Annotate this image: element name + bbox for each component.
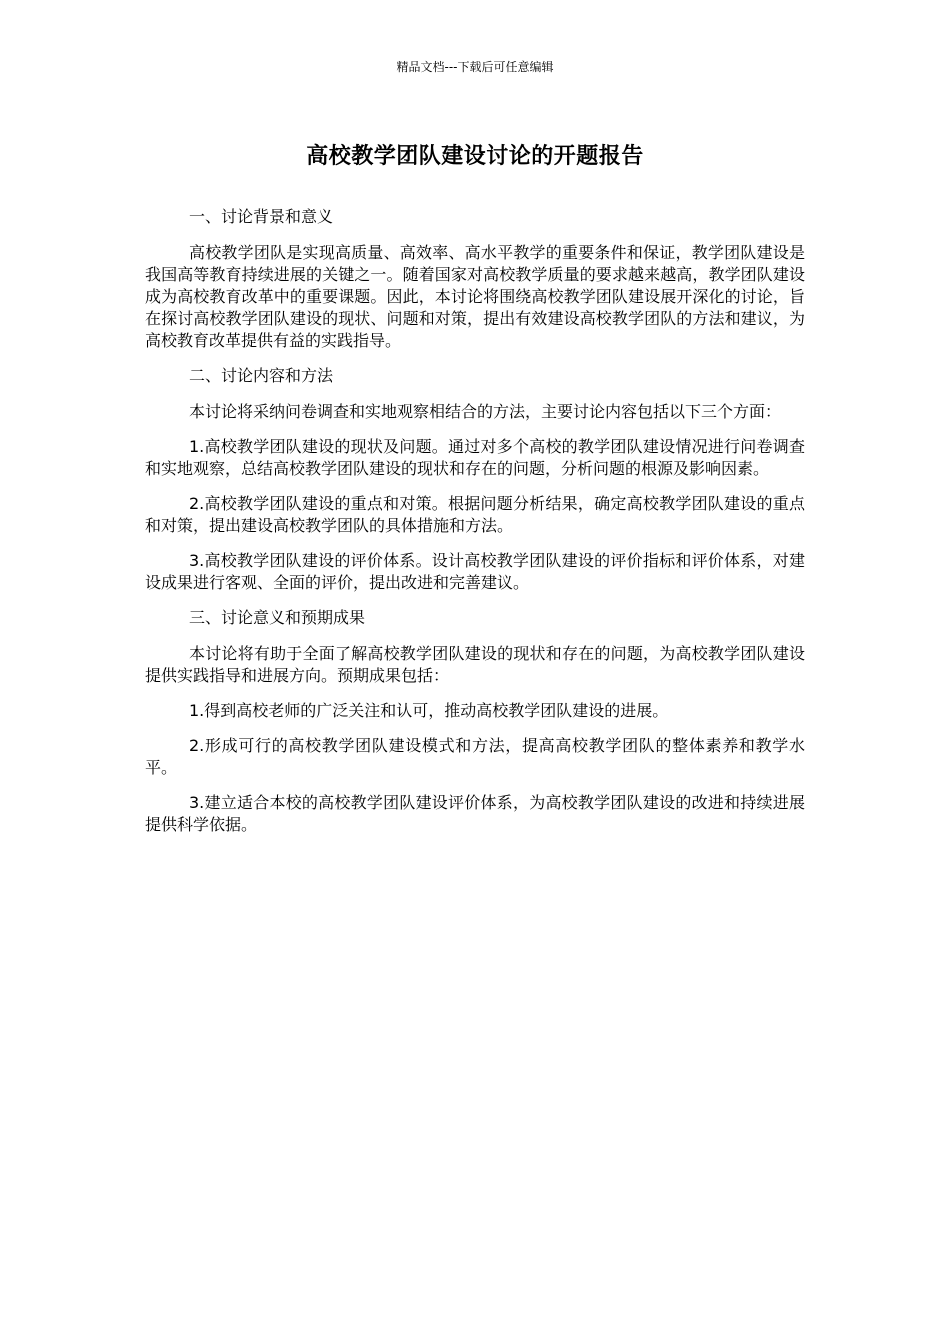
list-item-focus-measures: 2.高校教学团队建设的重点和对策。根据问题分析结果，确定高校教学团队建设的重点和对策，提出建设高校教学团队的具体措施和方法。 xyxy=(145,494,805,535)
list-item-outcome-2: 2.形成可行的高校教学团队建设模式和方法，提高高校教学团队的整体素养和教学水平。 xyxy=(145,736,805,777)
document-title: 高校教学团队建设讨论的开题报告 xyxy=(306,144,644,169)
section-heading-significance: 三、讨论意义和预期成果 xyxy=(189,608,366,627)
list-item-outcome-3: 3.建立适合本校的高校教学团队建设评价体系，为高校教学团队建设的改进和持续进展提供科学依据。 xyxy=(145,793,805,834)
list-item-current-status: 1.高校教学团队建设的现状及问题。通过对多个高校的教学团队建设情况进行问卷调查和实地观察，总结高校教学团队建设的现状和存在的问题，分析问题的根源及影响因素。 xyxy=(145,437,805,478)
document-body xyxy=(145,206,805,849)
page-header: 精品文档---下载后可任意编辑 xyxy=(396,60,554,74)
list-item-evaluation-system: 3.高校教学团队建设的评价体系。设计高校教学团队建设的评价指标和评价体系，对建设成果进行客观、全面的评价，提出改进和完善建议。 xyxy=(145,551,805,592)
paragraph-significance-intro: 本讨论将有助于全面了解高校教学团队建设的现状和存在的问题，为高校教学团队建设提供实践指导和进展方向。预期成果包括： xyxy=(145,644,805,685)
paragraph-background: 高校教学团队是实现高质量、高效率、高水平教学的重要条件和保证，教学团队建设是我国高等教育持续进展的关键之一。随着国家对高校教学质量的要求越来越高，教学团队建设成为高校教育改革中的重要课题。因此，本讨论将围绕高校教学团队建设展开深化的讨论，旨在探讨高校教学团队建设的现状、问题和对策，提出有效建设高校教学团队的方法和建议，为高校教育改革提供有益的实践指导。 xyxy=(145,243,805,350)
section-heading-background: 一、讨论背景和意义 xyxy=(189,207,334,226)
section-heading-content-method: 二、讨论内容和方法 xyxy=(189,366,334,385)
list-item-outcome-1: 1.得到高校老师的广泛关注和认可，推动高校教学团队建设的进展。 xyxy=(189,701,669,720)
paragraph-method-intro: 本讨论将采纳问卷调查和实地观察相结合的方法，主要讨论内容包括以下三个方面： xyxy=(189,402,782,421)
